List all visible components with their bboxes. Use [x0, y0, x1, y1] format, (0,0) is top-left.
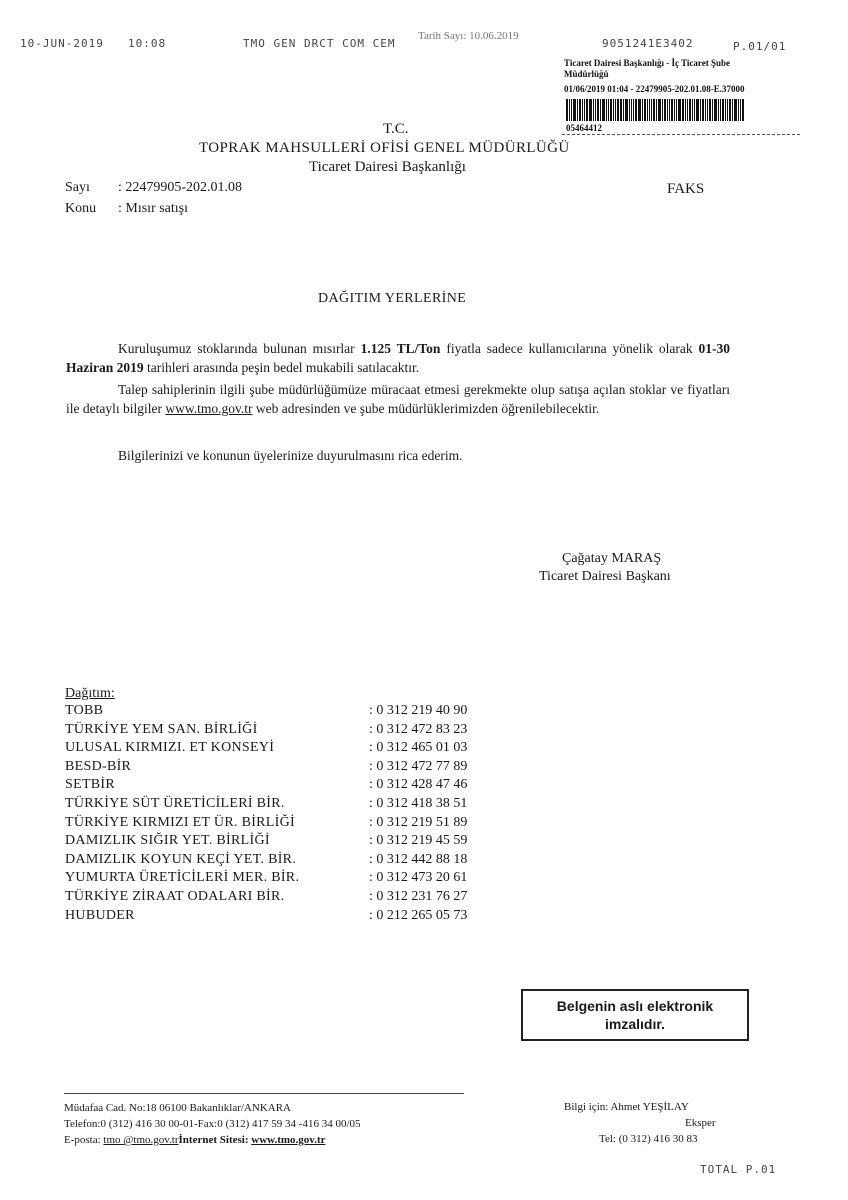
barcode-bar — [571, 99, 572, 121]
distribution-row-name: TÜRKİYE KIRMIZI ET ÜR. BİRLİĞİ — [65, 814, 295, 830]
barcode-bar — [653, 99, 655, 121]
fax-date: 10-JUN-2019 — [20, 37, 104, 50]
distribution-row-phone: : 0 312 472 77 89 — [369, 758, 468, 774]
footer-site[interactable]: www.tmo.gov.tr — [251, 1134, 326, 1146]
barcode-bar — [662, 99, 663, 121]
distribution-row-phone: : 0 312 219 51 89 — [369, 814, 468, 830]
website-link[interactable]: www.tmo.gov.tr — [165, 401, 253, 416]
barcode-bar — [635, 99, 637, 121]
konu-value: : Mısır satışı — [118, 201, 189, 216]
distribution-row-name: ULUSAL KIRMIZI. ET KONSEYİ — [65, 740, 275, 756]
barcode-bar — [644, 99, 646, 121]
distribution-row-name: DAMIZLIK SIĞIR YET. BİRLİĞİ — [65, 833, 270, 849]
barcode-bar — [667, 99, 668, 121]
barcode-bar — [692, 99, 693, 121]
barcode-bar — [623, 99, 624, 121]
barcode-bar — [742, 99, 744, 121]
stamp-divider — [562, 134, 800, 135]
barcode-bar — [577, 99, 578, 121]
barcode-bar — [734, 99, 737, 121]
fax-page: P.01/01 — [733, 40, 787, 53]
distribution-row-name: TÜRKİYE YEM SAN. BİRLİĞİ — [65, 721, 258, 737]
barcode-bar — [642, 99, 643, 121]
distribution-row-phone: : 0 312 219 40 90 — [369, 703, 468, 718]
barcode-bar — [617, 99, 619, 121]
barcode-bar — [702, 99, 704, 121]
barcode-bar — [613, 99, 614, 121]
fax-total-pages: TOTAL P.01 — [700, 1163, 777, 1176]
barcode-bar — [712, 99, 713, 121]
paragraph-2 — [66, 380, 730, 418]
barcode-bar — [629, 99, 630, 121]
konu-label: Konu — [65, 201, 97, 216]
paragraph-3: Bilgilerinizi ve konunun üyelerinize duyurulmasını rica ederim. — [118, 448, 463, 463]
footer-info-title: Eksper — [685, 1117, 716, 1129]
barcode-bar — [656, 99, 657, 121]
paragraph-1 — [66, 339, 730, 377]
distribution-row-name: TÜRKİYE ZİRAAT ODALARI BİR. — [65, 889, 285, 904]
barcode-bar — [682, 99, 684, 121]
footer-divider — [64, 1093, 464, 1094]
barcode-bar — [589, 99, 592, 121]
e-signature-line-2: imzalıdır. — [605, 1016, 665, 1032]
barcode-bar — [669, 99, 670, 121]
barcode-bar — [725, 99, 726, 121]
footer-address: Müdafaa Cad. No:18 06100 Bakanlıklar/ANKARA — [64, 1102, 291, 1114]
distribution-row-phone: : 0 312 442 88 18 — [369, 851, 468, 867]
barcode-bar — [593, 99, 594, 121]
signature-title: Ticaret Dairesi Başkanı — [539, 569, 671, 584]
barcode-bar — [610, 99, 612, 121]
barcode-bar — [671, 99, 673, 121]
e-signature-notice — [521, 989, 749, 1041]
barcode-bar — [678, 99, 681, 121]
barcode-bar — [606, 99, 607, 121]
footer-info-label: Bilgi için: Ahmet YEŞİLAY — [564, 1101, 689, 1113]
distribution-row-phone: : 0 312 428 47 46 — [369, 777, 468, 793]
letterhead-org: TOPRAK MAHSULLERİ OFİSİ GENEL MÜDÜRLÜĞÜ — [199, 140, 570, 156]
paragraph-1-text-a: Kuruluşumuz stoklarında bulunan mısırlar — [118, 341, 361, 356]
barcode-bar — [720, 99, 721, 121]
barcode-bar — [584, 99, 585, 121]
sale-period: 01-30 Haziran 2019 — [66, 341, 730, 375]
price-value: 1.125 TL/Ton — [360, 341, 441, 356]
distribution-row-phone: : 0 312 231 76 27 — [369, 889, 468, 904]
barcode-bar — [709, 99, 711, 121]
fax-sender: TMO GEN DRCT COM CEM — [243, 37, 396, 50]
distribution-row-name: DAMIZLIK KOYUN KEÇİ YET. BİR. — [65, 851, 297, 867]
barcode-bar — [620, 99, 622, 121]
barcode-bar — [582, 99, 583, 121]
barcode-bar — [700, 99, 701, 121]
barcode-bar — [566, 99, 568, 121]
distribution-row-phone: : 0 312 465 01 03 — [369, 740, 468, 756]
barcode-bar — [727, 99, 728, 121]
paragraph-1-text-c: tarihleri arasında peşin bedel mukabili satılacaktır. — [143, 360, 420, 375]
barcode-bar — [573, 99, 576, 121]
barcode-bar — [732, 99, 733, 121]
paragraph-2-text-a: Talep sahiplerinin ilgili şube müdürlüğümüze müracaat etmesi gerekmekte olup satışa açılan stoklar ve fiyatları ile detaylı bilgiler — [66, 382, 730, 416]
distribution-row-phone: : 0 212 265 05 73 — [369, 907, 468, 923]
stamp-number: 05464412 — [566, 123, 602, 133]
distribution-row-name: BESD-BİR — [65, 758, 132, 774]
barcode-bar — [600, 99, 601, 121]
barcode-bar — [658, 99, 661, 121]
barcode-bar — [689, 99, 691, 121]
e-signature-line-1: Belgenin aslı elektronik — [556, 998, 714, 1014]
distribution-row-name: SETBİR — [65, 777, 116, 793]
footer-email-label: E-posta: — [64, 1134, 104, 1146]
distribution-row-phone: : 0 312 473 20 61 — [369, 870, 468, 886]
barcode-bar — [664, 99, 666, 121]
barcode-bar — [714, 99, 717, 121]
barcode-bar — [687, 99, 688, 121]
barcode-bar — [738, 99, 739, 121]
barcode-bar — [586, 99, 588, 121]
barcode-bar — [595, 99, 596, 121]
barcode-bar — [651, 99, 652, 121]
barcode-bar — [569, 99, 570, 121]
barcode-bar — [694, 99, 695, 121]
barcode-bar — [740, 99, 741, 121]
footer-contact — [64, 1132, 326, 1148]
fax-overprint: Tarih Sayı: 10.06.2019 — [418, 30, 519, 42]
barcode-bar — [631, 99, 632, 121]
footer-phone-fax: Telefon:0 (312) 416 30 00-01-Fax:0 (312) 417 59 34 -416 34 00/05 — [64, 1118, 361, 1130]
barcode-bar — [625, 99, 628, 121]
sayi-value: : 22479905-202.01.08 — [118, 180, 243, 195]
barcode-bar — [649, 99, 650, 121]
stamp-barcode — [566, 99, 780, 121]
distribution-row-phone: : 0 312 219 45 59 — [369, 833, 468, 849]
paragraph-2-text-b: web adresinden ve şube müdürlüklerimizden öğrenilebilecektir. — [252, 401, 600, 416]
footer-site-label: İnternet Sitesi: — [178, 1134, 252, 1146]
barcode-bar — [696, 99, 699, 121]
stamp-line-3: 01/06/2019 01:04 - 22479905-202.01.08-E.37000 — [564, 84, 745, 94]
barcode-bar — [597, 99, 599, 121]
letterhead-dept: Ticaret Dairesi Başkanlığı — [309, 159, 466, 175]
signature-name: Çağatay MARAŞ — [562, 551, 662, 566]
recipient-heading: DAĞITIM YERLERİNE — [318, 291, 467, 306]
barcode-bar — [676, 99, 677, 121]
footer-email[interactable]: tmo @tmo.gov.tr — [103, 1134, 179, 1146]
barcode-bar — [685, 99, 686, 121]
distribution-row-name: YUMURTA ÜRETİCİLERİ MER. BİR. — [65, 870, 300, 886]
stamp-line-2: Müdürlüğü — [564, 69, 609, 79]
barcode-bar — [705, 99, 706, 121]
barcode-bar — [722, 99, 724, 121]
fax-time: 10:08 — [128, 37, 167, 50]
distribution-row-name: TÜRKİYE SÜT ÜRETİCİLERİ BİR. — [65, 796, 285, 811]
sayi-label: Sayı — [65, 180, 90, 195]
letterhead-tc: T.C. — [383, 121, 409, 137]
faks-label: FAKS — [667, 181, 705, 197]
barcode-bar — [608, 99, 609, 121]
distribution-heading: Dağıtım: — [65, 686, 115, 701]
barcode-bar — [602, 99, 605, 121]
barcode-bar — [579, 99, 581, 121]
barcode-bar — [638, 99, 641, 121]
barcode-bar — [674, 99, 675, 121]
barcode-bar — [718, 99, 719, 121]
barcode-bar — [647, 99, 648, 121]
barcode-bar — [729, 99, 731, 121]
distribution-row-phone: : 0 312 472 83 23 — [369, 721, 468, 737]
distribution-row-name: HUBUDER — [65, 907, 135, 923]
paragraph-1-text-b: fiyatla sadece kullanıcılarına yönelik olarak — [440, 341, 699, 356]
barcode-bar — [707, 99, 708, 121]
barcode-bar — [633, 99, 634, 121]
footer-info-phone: Tel: (0 312) 416 30 83 — [599, 1133, 698, 1145]
stamp-line-1: Ticaret Dairesi Başkanlığı - İç Ticaret Şube — [564, 58, 731, 68]
distribution-row-phone: : 0 312 418 38 51 — [369, 796, 468, 811]
distribution-row-name: TOBB — [65, 703, 104, 718]
fax-doc-code: 9051241E3402 — [602, 37, 694, 50]
barcode-bar — [615, 99, 616, 121]
